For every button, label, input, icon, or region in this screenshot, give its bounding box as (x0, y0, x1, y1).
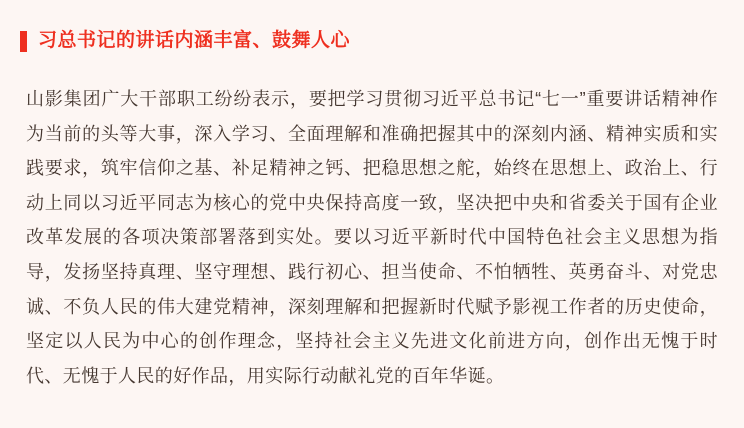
section-title: 习总书记的讲话内涵丰富、鼓舞人心 (38, 30, 351, 51)
section-heading (20, 30, 718, 52)
heading-accent-bar (20, 31, 27, 52)
article-paragraph: 山影集团广大干部职工纷纷表示，要把学习贯彻习近平总书记“七一”重要讲话精神作为当前的头等大事，深入学习、全面理解和准确把握其中的深刻内涵、精神实质和实践要求，筑牢信仰之基、补足精神之钙、把稳思想之舵，始终在思想上、政治上、行动上同以习近平同志为核心的党中央保持高度一致，坚决把中央和省委关于国有企业改革发展的各项决策部署落到实处。要以习近平新时代中国特色社会主义思想为指导，发扬坚持真理、坚守理想、践行初心、担当使命、不怕牺牲、英勇奋斗、对党忠诚、不负人民的伟大建党精神，深刻理解和把握新时代赋予影视工作者的历史使命，坚定以人民为中心的创作理念，坚持社会主义先进文化前进方向，创作出无愧于时代、无愧于人民的好作品，用实际行动献礼党的百年华诞。 (26, 89, 718, 386)
